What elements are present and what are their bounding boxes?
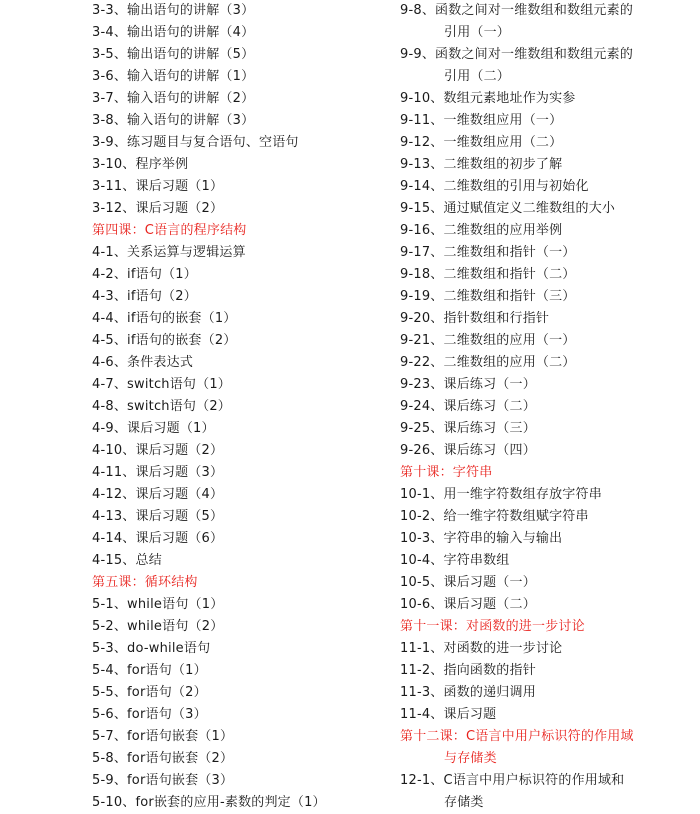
- lesson-item: 10-2、给一维字符数组赋字符串: [400, 509, 589, 524]
- lesson-item: 3-7、输入语句的讲解（2）: [92, 91, 255, 106]
- lesson-item: 11-3、函数的递归调用: [400, 685, 536, 700]
- lesson-item: 4-1、关系运算与逻辑运算: [92, 245, 246, 260]
- left-column: [92, 0, 382, 814]
- lesson-item: 3-5、输出语句的讲解（5）: [92, 47, 255, 62]
- lesson-item: 9-19、二维数组和指针（三）: [400, 289, 576, 304]
- lesson-item: 9-22、二维数组的应用（二）: [400, 355, 576, 370]
- lesson-item: 3-4、输出语句的讲解（4）: [92, 25, 255, 40]
- lesson-item: 9-10、数组元素地址作为实参: [400, 91, 576, 106]
- lesson-item: 11-4、课后习题: [400, 707, 497, 722]
- lesson-item: 9-26、课后练习（四）: [400, 443, 536, 458]
- lesson-item: 11-1、对函数的进一步讨论: [400, 641, 563, 656]
- lesson-item: 3-11、课后习题（1）: [92, 179, 224, 194]
- lesson-item: 3-8、输入语句的讲解（3）: [92, 113, 255, 128]
- lesson-item: 9-11、一维数组应用（一）: [400, 113, 563, 128]
- right-column: [400, 0, 636, 814]
- lesson-item: 4-14、课后习题（6）: [92, 531, 224, 546]
- lesson-item: 4-13、课后习题（5）: [92, 509, 224, 524]
- lesson-item: 9-8、函数之间对一维数组和数组元素的引用（一）: [400, 3, 634, 40]
- lesson-item: 9-9、函数之间对一维数组和数组元素的引用（二）: [400, 47, 634, 84]
- lesson-item: 5-4、for语句（1）: [92, 663, 207, 678]
- lesson-item: 9-25、课后练习（三）: [400, 421, 536, 436]
- lesson-item: 9-20、指针数组和行指针: [400, 311, 550, 326]
- lesson-item: 4-4、if语句的嵌套（1）: [92, 311, 237, 326]
- lesson-item: 5-9、for语句嵌套（3）: [92, 773, 234, 788]
- lesson-item: 9-17、二维数组和指针（一）: [400, 245, 576, 260]
- lesson-item: 4-2、if语句（1）: [92, 267, 197, 282]
- lesson-item: 5-8、for语句嵌套（2）: [92, 751, 234, 766]
- lesson-item: 5-10、for嵌套的应用-素数的判定（1）: [92, 795, 326, 810]
- lesson-item: 9-13、二维数组的初步了解: [400, 157, 563, 172]
- lesson-item: 9-16、二维数组的应用举例: [400, 223, 563, 238]
- lesson-item: 4-6、条件表达式: [92, 355, 194, 370]
- lesson-item: 11-2、指向函数的指针: [400, 663, 536, 678]
- lesson-item: 9-14、二维数组的引用与初始化: [400, 179, 589, 194]
- lesson-item: 10-5、课后习题（一）: [400, 575, 536, 590]
- lesson-heading: 第四课：C语言的程序结构: [92, 223, 247, 238]
- lesson-item: 12-1、C语言中用户标识符的作用域和存储类: [400, 773, 625, 810]
- lesson-item: 4-8、switch语句（2）: [92, 399, 232, 414]
- lesson-item: 9-15、通过赋值定义二维数组的大小: [400, 201, 616, 216]
- lesson-heading: 第十一课：对函数的进一步讨论: [400, 619, 585, 634]
- lesson-item: 5-2、while语句（2）: [92, 619, 224, 634]
- lesson-item: 3-9、练习题目与复合语句、空语句: [92, 135, 299, 150]
- lesson-item: 5-5、for语句（2）: [92, 685, 207, 700]
- lesson-heading: 第十课：字符串: [400, 465, 493, 480]
- lesson-item: 4-9、课后习题（1）: [92, 421, 215, 436]
- lesson-item: 10-6、课后习题（二）: [400, 597, 536, 612]
- lesson-item: 5-6、for语句（3）: [92, 707, 207, 722]
- lesson-item: 9-18、二维数组和指针（二）: [400, 267, 576, 282]
- lesson-item: 5-1、while语句（1）: [92, 597, 224, 612]
- lesson-item: 5-7、for语句嵌套（1）: [92, 729, 234, 744]
- lesson-item: 3-10、程序举例: [92, 157, 189, 172]
- lesson-item: 10-1、用一维字符数组存放字符串: [400, 487, 602, 502]
- lesson-item: 4-5、if语句的嵌套（2）: [92, 333, 237, 348]
- lesson-item: 4-10、课后习题（2）: [92, 443, 224, 458]
- lesson-item: 4-3、if语句（2）: [92, 289, 197, 304]
- lesson-item: 9-23、课后练习（一）: [400, 377, 536, 392]
- lesson-item: 3-6、输入语句的讲解（1）: [92, 69, 255, 84]
- lesson-item: 10-3、字符串的输入与输出: [400, 531, 563, 546]
- lesson-item: 9-12、一维数组应用（二）: [400, 135, 563, 150]
- lesson-item: 3-3、输出语句的讲解（3）: [92, 3, 255, 18]
- lesson-item: 4-11、课后习题（3）: [92, 465, 224, 480]
- lesson-item: 9-24、课后练习（二）: [400, 399, 536, 414]
- lesson-item: 4-15、总结: [92, 553, 162, 568]
- lesson-item: 9-21、二维数组的应用（一）: [400, 333, 576, 348]
- lesson-item: 4-12、课后习题（4）: [92, 487, 224, 502]
- lesson-item: 3-12、课后习题（2）: [92, 201, 224, 216]
- lesson-heading: 第十二课：C语言中用户标识符的作用域与存储类: [400, 729, 634, 766]
- lesson-heading: 第五课：循环结构: [92, 575, 198, 590]
- lesson-item: 4-7、switch语句（1）: [92, 377, 232, 392]
- lesson-item: 5-3、do-while语句: [92, 641, 211, 656]
- lesson-item: 10-4、字符串数组: [400, 553, 510, 568]
